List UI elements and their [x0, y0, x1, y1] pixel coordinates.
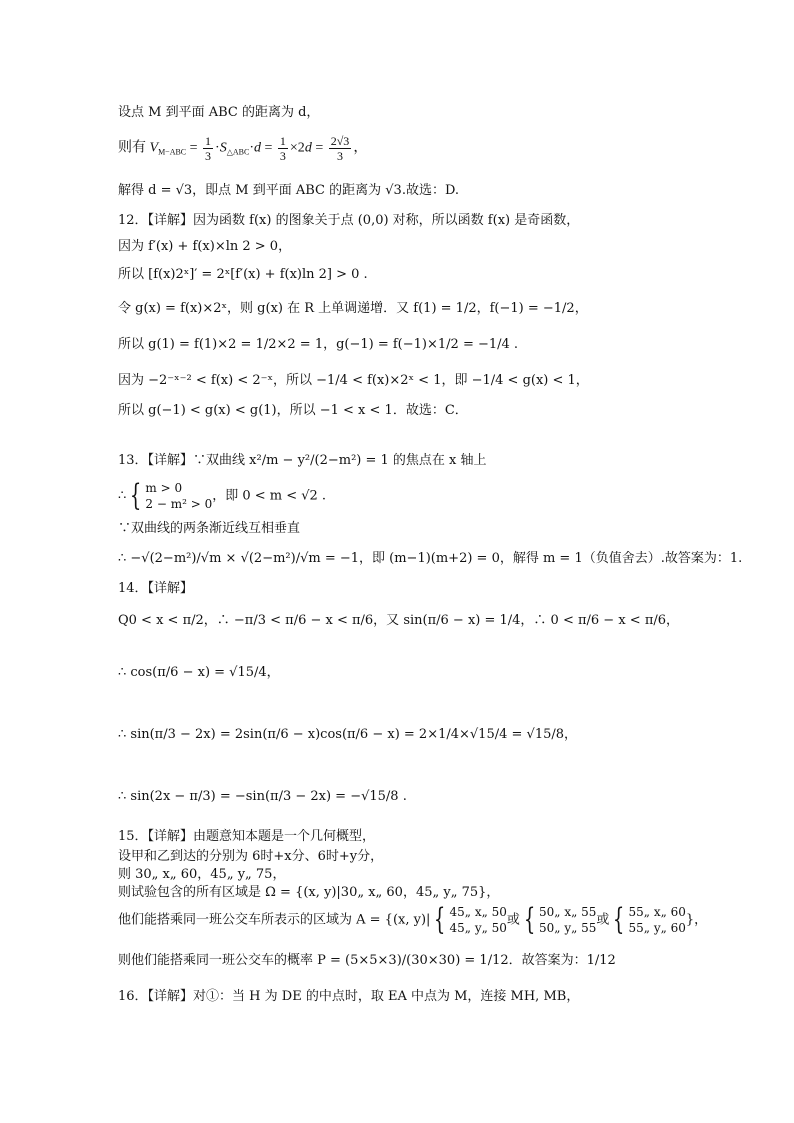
line-prefix: 则有	[118, 140, 146, 156]
fraction: $\frac{1}{3}$	[205, 134, 212, 163]
line-text: 设点 M 到平面 ABC 的距离为 d，	[118, 105, 320, 120]
system: m > 0 2 − m² > 0	[145, 481, 213, 511]
fraction: $\frac{2√3}{3}$	[330, 134, 350, 163]
q14-title: 14．【详解】	[118, 581, 194, 596]
q14-line: ∴ sin(2x − π/3) = −sin(π/3 − 2x) = −√15/8 .	[118, 789, 407, 804]
q15-line: 则 30„ x„ 60，45„ y„ 75，	[118, 867, 286, 882]
q12-line: 因为 −2⁻ˣ⁻² < f(x) < 2⁻ˣ，所以 −1/4 < f(x)×2ˣ < 1，即 −1/4 < g(x) < 1，	[118, 373, 589, 388]
q14-line: ∴ sin(π/3 − 2x) = 2sin(π/6 − x)cos(π/6 − x) = 2×1/4×√15/4 = √15/8，	[118, 727, 578, 742]
fraction: $\frac{1}{3}$	[279, 134, 286, 163]
q13-line: ∴ −√(2−m²)/√m × √(2−m²)/√m = −1，即 (m−1)(m+2) = 0，解得 m = 1（负值舍去）.故答案为：1.	[118, 551, 743, 566]
q14-line: ∴ cos(π/6 − x) = √15/4，	[118, 665, 280, 680]
q15-line: 则他们能搭乘同一班公交车的概率 P = (5×5×3)/(30×30) = 1/12．故答案为：1/12	[118, 953, 616, 968]
q12-line: 所以 g(−1) < g(x) < g(1)，所以 −1 < x < 1．故选：C．	[118, 403, 468, 418]
left-brace: {	[130, 478, 142, 513]
q15-region-line: 他们能搭乘同一班公交车所表示的区域为 A = {(x, y)| { 45„ x„ 50 45„ y„ 50或 { 50„ x„ 55 50„ y„ 55或 { 55„ x„ 60 55„ y„ 60}，	[118, 902, 708, 937]
text-line	[118, 104, 319, 122]
q14-line: Q0 < x < π/2，∴ −π/3 < π/6 − x < π/6，又 sin(π/6 − x) = 1/4，∴ 0 < π/6 − x < π/6，	[118, 613, 680, 628]
q16-line: 16．【详解】对①：当 H 为 DE 的中点时，取 EA 中点为 M，连接 MH, MB，	[118, 989, 580, 1004]
line-text: 解得 d = √3，即点 M 到平面 ABC 的距离为 √3.故选：D.	[118, 183, 460, 198]
q12-line: 12．【详解】因为函数 f(x) 的图象关于点 (0,0) 对称，所以函数 f(x) 是奇函数，	[118, 213, 580, 228]
q12-line: 所以 g(1) = f(1)×2 = 1/2×2 = 1，g(−1) = f(−1)×1/2 = −1/4 .	[118, 337, 519, 352]
text-line	[118, 182, 459, 200]
q15-line: 15．【详解】由题意知本题是一个几何概型，	[118, 829, 376, 844]
q12-line: 令 g(x) = f(x)×2ˣ，则 g(x) 在 R 上单调递增．又 f(1) = 1/2，f(−1) = −1/2，	[118, 301, 588, 316]
q12-line: 所以 [f(x)2ˣ]′ = 2ˣ[f′(x) + f(x)ln 2] > 0 .	[118, 267, 368, 282]
q15-line: 则试验包含的所有区域是 Ω = {(x, y)|30„ x„ 60，45„ y„ 75}，	[118, 885, 500, 900]
q13-system-line: ∴ { m > 0 2 − m² > 0，即 0 < m < √2 .	[118, 478, 327, 513]
q13-line: 13．【详解】∵双曲线 x²/m − y²/(2−m²) = 1 的焦点在 x 轴上	[118, 453, 487, 468]
q15-line: 设甲和乙到达的分别为 6时+x分、6时+y分，	[118, 849, 384, 864]
q12-line: 因为 f′(x) + f(x)×ln 2 > 0，	[118, 239, 292, 254]
formula-line: 则有 $V_{M-ABC}$ = $\frac{1}{3}$ $\cdot S_{\triangle ABC}\cdot d$ = $\frac{1}{3}$ ×2d = $\frac{2√3}{3}$ ，	[118, 134, 368, 163]
q13-line: ∵双曲线的两条渐近线互相垂直	[118, 521, 301, 536]
